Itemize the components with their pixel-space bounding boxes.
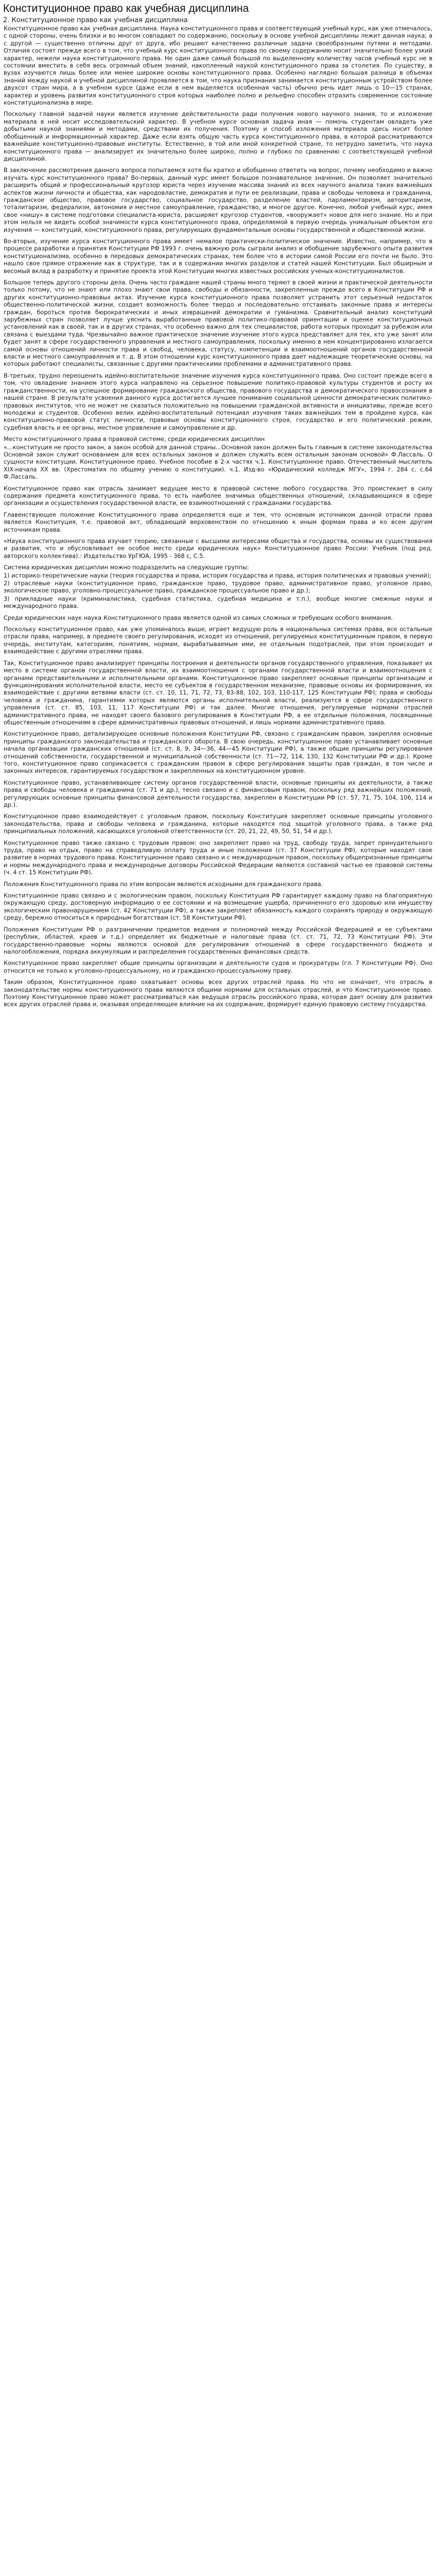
paragraph: Поскольку конституционное право, как уже упоминалось выше, играет ведущую роль в национальных системах права, все остальные отрасли права, например, в предмете своего регулирования, исходят из отношений, регулируемых конституционным правом, в первую очередь, институтам, категориям, понятиям, нормам, вырабатываемым ими, ее отдельным подотраслей, при этом происходит и взаимодействие с другими отраслями права. xyxy=(4,626,432,655)
paragraph: Конституционное право как отрасль занимает ведущее место в правовой системе любого государства. Это проистекает в силу содержания предмета конституционного права, то есть наиболее значимых общественных отношений, складывающихся в сфере организации и осуществления государственной власти, ее взаимоотношений с гражданами государства. xyxy=(4,485,432,507)
paragraph: Конституционное право закрепляет общие принципы организации и деятельности судов и прокуратуры (гл. 7 Конституции РФ). Оно относится не только к уголовно-процессуальному, но и гражданско-процессуальному праву. xyxy=(4,960,432,974)
article-body xyxy=(2,25,434,1009)
paragraph: Поскольку главной задачей науки является изучение действительности ради получения нового научного знания, то и изложение материала в ней носит исследовательский характер. В учебном курсе основная задача иная — помочь студентам овладеть уже добытыми наукой знаниями и методами, средствами их получения. Поэтому и способ изложения материала здесь носит более обобщенный и информационный характер. Даже если взять общую часть курса конституционного права, в которой рассматриваются важнейшие конституционно-правовые институты. Естественно, в той или иной конкретной стране, то нетрудно заметить, что наука конституционного права — анализирует их значительно более широко, полно и глубоко по сравнению с соответствующей учебной дисциплиной. xyxy=(4,111,432,162)
paragraph: Конституционное право как учебная дисциплина. Наука конституционного права и соответствующий учебный курс, как уже отмечалось, с одной стороны, очень близки и во многом совпадают по содержанию, поскольку в основе учебной дисциплины лежит данная наука; а с другой — существенно отличны друг от друга, ибо решают качественно различные задачи своеобразными путями и методами. Отличия состоят прежде всего в том, что учебный курс конституционного права по своему содержанию носит значительно более узкий характер, нежели наука конституционного права. Не один даже самый большой по выделенному количеству часов учебный курс не в состоянии вместить в себя весь огромный объем знаний, накопленный наукой конституционного права за столетия. По существу, в вузах изучаются лишь более или менее широкие основы конституционного права. Особенно наглядно большая разница в объемах знаний между наукой и учебной дисциплиной проявляется в том, что наука признания занимается конституционным устройством более двухсот стран мира, а в учебном курсе (даже если в нем выделяется особенная часть) обычно речь идет лишь о 10—15 странах, характер и уровень развития конституционного строя которых наиболее полно и рельефно способен отразить современное состояние конституционализма в мире. xyxy=(4,25,432,107)
paragraph: Таким образом, Конституционное право охватывает основы всех других отраслей права. Но что не означает, что отрасль в законодательстве нормы конституционного права являются общими нормами для остальных отраслей, и что Конституционное право. Поэтому Конституционное право может рассматриваться как ведущая отрасль российского права, которая дает основу для развития всех других отраслей права и, оказывая определяющее влияние на их содержание, формирует единую правовую систему государства. xyxy=(4,979,432,1008)
paragraph: Конституционное право, устанавливающее систему органов государственной власти, основные принципы их деятельности, а также права и свободы человека и гражданина (ст. 71 и др.), тесно связано и с финансовым правом, поскольку ряд важнейших положений, регулирующих основные принципы финансовой деятельности государства, закреплен в Конституции РФ (ст. 57, 71, 75, 104, 106, 114 и др.). xyxy=(4,779,432,808)
section-subtitle: 2. Конституционное право как учебная дисциплина xyxy=(3,16,188,24)
list-item: 1) историко-теоретические науки (теория государства и права, история государства и права, история политических и правовых учений); xyxy=(4,572,432,579)
quote-paragraph: «...конституция не просто закон, а закон особой для данной страны...Основной закон должен быть главным в системе законодательства Основной закон служит основанием для всех остальных законов и должен служить всем остальным законам основой» Ф.Лассаль. О сущности конституции. Конституционное право. Учебное пособие в 2-х частях ч.1. Конституционное право. Отечественный мыслитель XIX-начала XX вв. (Хрестоматия по общему учению о конституции). ч.1. Изд-во «Юридический колледж МГУ», 1994 г. 284 с. с.64 Ф.Лассаль. xyxy=(4,444,432,481)
section-heading: Место конституционного права в правовой системе, среди юридических дисциплин xyxy=(4,436,265,443)
paragraph: Конституционное право связано и с экологическим правом, поскольку Конституция РФ гарантирует каждому право на благоприятную окружающую среду, достоверную информацию о ее состоянии и на возмещение ущерба, причиненного его здоровью или имуществу экологическим правонарушением (ст. 42 Конституции РФ), а также закрепляет обязанность каждого сохранять природу и окружающую среду, бережно относиться к природным богатствам (ст. 58 Конституции РФ). xyxy=(4,892,432,922)
paragraph: В-третьих, трудно переоценить идейно-воспитательное значение изучения курса конституционного права. Оно состоит прежде всего в том, что овладение знанием этого курса направлено на серьезное повышение политико-правовой культуры студентов и росту их гражданственности, на успешное формирование гражданского общества, правового государства и демократического правосознания в нашей стране. В результате усвоения данного курса достигается лучшее понимание социальной ценности демократических политико-правовых институтов, что не может не сказаться положительно на повышении гражданской активности и инициативы, прежде всего молодежи и студентов. Особенно велик идейно-воспитательный потенциал изучения таких важнейших тем в пройдене курса, как конституционно-правовой статус личности, правовые основы конституционного строя, государство и его политический режим, судебная власть и ее органы, местное управление и самоуправление и др. xyxy=(4,372,432,431)
paragraph: Большое теперь другого стороны дела. Очень часто граждане нашей страны много теряют в своей жизни и практической деятельности только потому, что не знают или плохо знают свои права, свободы и обязанности, закрепленные прежде всего в Конституции РФ и других конституционно-правовых актах. Изучение курса конституционного права позволяет устранить этот серьезный недостаток общественно-политической жизни, создает возможность более твердо и последовательно отстаивать законные права и интересы граждан, бороться против бюрократических и иных извращений демократии и гуманизма. Сравнительный анализ конституций зарубежных стран позволяет лучше уяснить выработанные правовой политико-правовой ориентации и оценке конституционных установлений как в своей, так и в других странах, что особенно важно для тех специалистов, работа которых проходит за рубежом или связана с выездами туда. Чрезвычайно важное практическое значение изучение этого курса представляет для тех, кто уже занят или будет занят в сфере государственного управления и местного самоуправления, поскольку именно в нем концентрированно излагается самой основы отношений личности права и свобод, человека, статусу, компетенции и взаимоотношений органов государственной власти и местного самоуправления и т. д. В этом отношении курс конституционного права дает надлежащие теоретические основы, на которых работают специалисты, связанные с другими практическими проблемами и административного права. xyxy=(4,279,432,368)
paragraph: Конституционное право также связано с трудовым правом: оно закрепляет право на труд, свободу труда, запрет принудительного труда, право на отдых, право на справедливую оплату труда и иные положения (ст. 37 Конституции РФ), которые находят свое развитие в нормах трудового права. Конституционное право связано и с международным правом, поскольку общепризнанные принципы и нормы международного права и международные договоры Российской Федерации являются составной частью ее правовой системы (ч. 4 ст. 15 Конституции РФ). xyxy=(4,839,432,876)
paragraph: Среди юридических наук наука Конституционного права является одной из самых сложных и требующих особого внимания. xyxy=(4,614,393,621)
paragraph: Положения Конституционного права по этим вопросам являются исходными для гражданского права. xyxy=(4,880,323,888)
document xyxy=(0,0,436,1016)
paragraph: Так, Конституционное право анализирует принципы построения и деятельности органов государственного управления, показывает их место в системе органов государственной власти, их взаимоотношения с органами государственной власти и взаимоотношения с органами представительными и исполнительными органами. Конституционное право закрепляет основные принципы организации и функционирования исполнительной власти, место ее субъектов в государственном механизме, правовые основы их формирования, их взаимодействие с другими ветвями власти (ст. ст. 10, 11, 71, 72, 73, 83-88, 102, 103, 110-117, 125 Конституции РФ); права и свободы человека и гражданина, гарантиями которых являются органы исполнительной власти, реализуются в сфере государственного управления (ст. ст. 85, 103, 11, 117 Конституции РФ) и так далее. Многие отношения, регулируемые нормами отраслей административного права, не находят своего базового регулирования в Конституции РФ, а ее отдельные положения, посвященные общественным отношениям в сфере административных правовых отношений, и лишь нормами административного права. xyxy=(4,659,432,726)
paragraph: Главенствующее положение Конституционного права определяется еще и тем, что основным источником данной отрасли права является Конституция, т.е. правовой акт, обладающий верховенством по отношению к иным формам права и ко всем другим источникам права. xyxy=(4,511,432,533)
list-item: 3) прикладные науки (криминалистика, судебная статистика, судебная медицина и т.п.), вообще многие смежные науки и международного права. xyxy=(4,595,432,610)
quote-paragraph: «Наука конституционного права изучает теорию, связанные с высшими интересами общества и государства, основы их существования и развития, что и обусловливает ее особое место среди юридических наук» Конституционное право России: Учебник (под ред. авторского коллектива).: Издательство УрГЮА, 1995 - 368 с, С.5. xyxy=(4,538,432,560)
paragraph: Конституционное право взаимодействует с уголовным правом, поскольку Конституция закрепляет основные принципы уголовного законодательства, права и свободы человека и гражданина, которые находятся под защитой уголовного права, а также ряд принципиальных положений, касающихся уголовной ответственности (ст. 20, 21, 22, 49, 50, 51, 54 и др.). xyxy=(4,813,432,835)
list-item: 2) отраслевые науки (конституционное право, гражданское право, трудовое право, административное право, уголовное право, экологическое право, уголовно-процессуальное право, гражданское процессуальное право и др.); xyxy=(4,580,432,595)
paragraph: Во-вторых, изучение курса конституционного права имеет немалое практически-политическое значение. Известно, например, что в процессе разработки и принятия Конституции РФ 1993 г. очень важную роль сыграли анализ и обобщение зарубежного опыта развития конституционализма, особенно в передовых демократических странах, тем более что в истории самой России его почти не было. Это нашло свое прямое отражение как в структуре, так и в содержании многих разделов и статей нашей Конституции. Был обширным и весомый вклад в разработку и принятие проекта этой Конституции многих известных российских ученых-конституционалистов. xyxy=(4,238,432,275)
paragraph: Положения Конституции РФ о разграничении предметов ведения и полномочий между Российской Федерацией и ее субъектами (республик, областей, краев и т.д.) определяет их бюджетные и налоговые права (ст. ст. 71, 72, 73 Конституции РФ). Эти государственно-правовые нормы являются основой для регулирования отношений в сфере государственного бюджета и налогообложения, порядка аккумуляции и распределения государственных финансовых средств. xyxy=(4,926,432,955)
paragraph: Система юридических дисциплин можно подразделить на следующие группы: xyxy=(4,564,249,571)
paragraph: В заключение рассмотрения данного вопроса попытаемся хотя бы кратко и обобщенно ответить на вопрос, почему необходимо и важно изучать курс конституционного права? Во-первых, данный курс имеет большое познавательное значение. Он позволяет значительно расширить общий и профессиональный кругозор юриста через изучение массива знаний из всех научного анализа таких важнейших аспектов жизни личности и общества, как народовластие, демократия и пути ее реализации, права и свободы человека и гражданина, гражданское общество, правовое государство, социальное государство, разделение властей, парламентаризм, авторитаризм, тоталитаризм, федерализм, автономия и местное самоуправление, гражданство, и многое другое. Конечно, любой учебный курс, имея свое «нишу» в системе подготовки специалиста-юриста, расширяет кругозор студентов, «вооружает» новое для него знание. Но и при этом нельзя не видеть особой значимости курса конституционного права, определяемой в первую очередь уникальным объектом его изучения — конституций, конституционного права, регулирующих фундаментальные основы государственной и общественной жизни. xyxy=(4,167,432,233)
paragraph: Конституционное право, детализирующее основные положения Конституции РФ, связано с гражданским правом, закрепляя основные принципы гражданского законодательства и гражданского оборота. В свою очередь, конституционное право устанавливает основные начала организации гражданских отношений (ст. ст. 8, 9, 34—36, 44—45 Конституции РФ), а также общие принципы регулирования отношений собственности, государственной и муниципальной собственности (ст. 71—72, 114, 130, 132 Конституции РФ и др.). Кроме того, конституционное право соприкасается с гражданским правом в сфере регулирования защиты прав граждан, в том числе и законных интересов, гарантируемых государством и закрепленных на конституционном уровне. xyxy=(4,731,432,775)
page-title: Конституционное право как учебная дисциплина xyxy=(3,3,249,14)
